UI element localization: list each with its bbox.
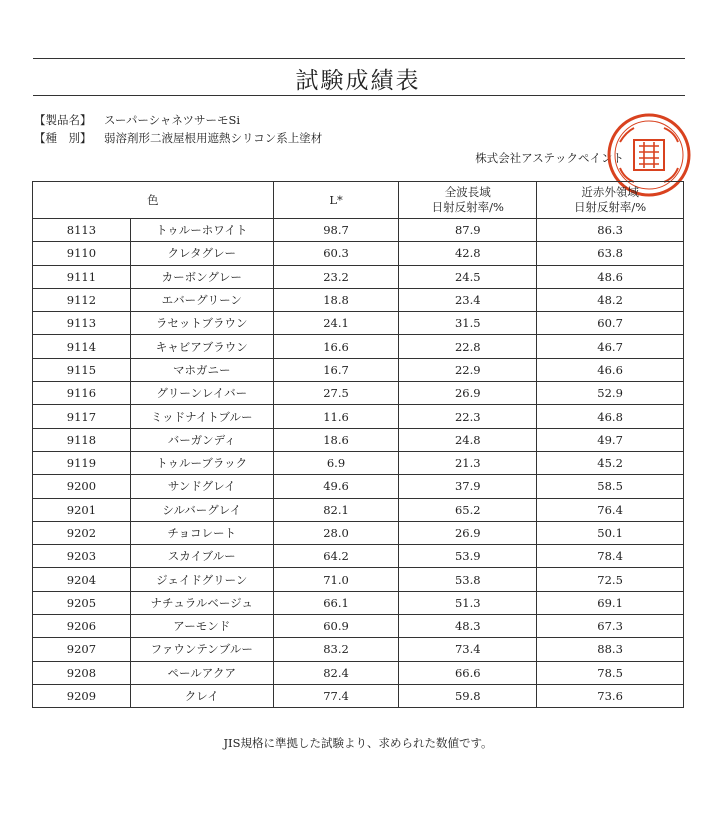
lstar-cell: 27.5	[273, 382, 399, 405]
total-reflectance-cell: 21.3	[399, 451, 537, 474]
color-name-cell: エバーグリーン	[130, 288, 273, 311]
color-name-cell: ナチュラルベージュ	[130, 591, 273, 614]
nir-reflectance-cell: 88.3	[537, 638, 684, 661]
nir-reflectance-cell: 86.3	[537, 219, 684, 242]
color-code-cell: 9208	[33, 661, 131, 684]
total-reflectance-cell: 22.8	[399, 335, 537, 358]
total-reflectance-cell: 31.5	[399, 312, 537, 335]
lstar-cell: 82.4	[273, 661, 399, 684]
nir-reflectance-cell: 67.3	[537, 615, 684, 638]
total-reflectance-cell: 65.2	[399, 498, 537, 521]
color-name-cell: ミッドナイトブルー	[130, 405, 273, 428]
table-row	[33, 498, 684, 521]
nir-reflectance-cell: 73.6	[537, 684, 684, 707]
color-name-cell: トゥルーホワイト	[130, 219, 273, 242]
color-name-cell: キャビアブラウン	[130, 335, 273, 358]
total-reflectance-cell: 23.4	[399, 288, 537, 311]
color-code-cell: 9205	[33, 591, 131, 614]
table-row	[33, 288, 684, 311]
nir-reflectance-cell: 50.1	[537, 521, 684, 544]
product-label: 【製品名】	[34, 113, 92, 127]
table-row	[33, 591, 684, 614]
total-reflectance-cell: 59.8	[399, 684, 537, 707]
lstar-cell: 28.0	[273, 521, 399, 544]
color-code-cell: 9203	[33, 545, 131, 568]
nir-reflectance-cell: 46.6	[537, 358, 684, 381]
lstar-cell: 77.4	[273, 684, 399, 707]
color-name-cell: ジェイドグリーン	[130, 568, 273, 591]
color-name-cell: クレイ	[130, 684, 273, 707]
color-name-cell: カーボングレー	[130, 265, 273, 288]
page-title: 試験成績表	[295, 68, 421, 94]
lstar-cell: 18.6	[273, 428, 399, 451]
lstar-cell: 60.9	[273, 615, 399, 638]
header-nir-line2: 日射反射率/%	[573, 200, 647, 214]
color-code-cell: 9201	[33, 498, 131, 521]
nir-reflectance-cell: 46.7	[537, 335, 684, 358]
header-nir-line1: 近赤外領域	[581, 185, 639, 199]
color-code-cell: 9119	[33, 451, 131, 474]
lstar-cell: 6.9	[273, 451, 399, 474]
table-row	[33, 545, 684, 568]
lstar-cell: 49.6	[273, 475, 399, 498]
color-code-cell: 9207	[33, 638, 131, 661]
table-row	[33, 242, 684, 265]
table-row	[33, 615, 684, 638]
nir-reflectance-cell: 58.5	[537, 475, 684, 498]
results-table	[32, 181, 684, 708]
color-code-cell: 9113	[33, 312, 131, 335]
lstar-cell: 24.1	[273, 312, 399, 335]
color-code-cell: 9112	[33, 288, 131, 311]
total-reflectance-cell: 87.9	[399, 219, 537, 242]
total-reflectance-cell: 53.9	[399, 545, 537, 568]
table-row	[33, 358, 684, 381]
nir-reflectance-cell: 46.8	[537, 405, 684, 428]
color-name-cell: グリーンレイバー	[130, 382, 273, 405]
company-name: 株式会社アステックペイント	[475, 151, 624, 165]
nir-reflectance-cell: 45.2	[537, 451, 684, 474]
color-code-cell: 9202	[33, 521, 131, 544]
color-name-cell: シルバーグレイ	[130, 498, 273, 521]
total-reflectance-cell: 51.3	[399, 591, 537, 614]
color-code-cell: 9114	[33, 335, 131, 358]
color-name-cell: サンドグレイ	[130, 475, 273, 498]
total-reflectance-cell: 42.8	[399, 242, 537, 265]
table-row	[33, 568, 684, 591]
nir-reflectance-cell: 60.7	[537, 312, 684, 335]
color-name-cell: クレタグレー	[130, 242, 273, 265]
total-reflectance-cell: 66.6	[399, 661, 537, 684]
table-row	[33, 428, 684, 451]
product-value: スーパーシャネツサーモSi	[104, 113, 241, 127]
lstar-cell: 18.8	[273, 288, 399, 311]
category-label: 【種 別】	[34, 131, 92, 145]
color-code-cell: 9206	[33, 615, 131, 638]
lstar-cell: 83.2	[273, 638, 399, 661]
color-code-cell: 8113	[33, 219, 131, 242]
product-line	[34, 112, 240, 128]
table-row	[33, 661, 684, 684]
color-name-cell: スカイブルー	[130, 545, 273, 568]
nir-reflectance-cell: 69.1	[537, 591, 684, 614]
table-row	[33, 405, 684, 428]
lstar-cell: 82.1	[273, 498, 399, 521]
lstar-cell: 98.7	[273, 219, 399, 242]
nir-reflectance-cell: 48.6	[537, 265, 684, 288]
lstar-cell: 71.0	[273, 568, 399, 591]
header-total-line1: 全波長域	[444, 185, 491, 199]
lstar-cell: 16.6	[273, 335, 399, 358]
total-reflectance-cell: 73.4	[399, 638, 537, 661]
table-row	[33, 382, 684, 405]
header-total-line2: 日射反射率/%	[431, 200, 504, 214]
table-row	[33, 219, 684, 242]
total-reflectance-cell: 22.3	[399, 405, 537, 428]
table-row	[33, 521, 684, 544]
color-code-cell: 9209	[33, 684, 131, 707]
table-row	[33, 451, 684, 474]
header-nir-reflectance	[537, 182, 684, 219]
nir-reflectance-cell: 52.9	[537, 382, 684, 405]
header-row	[33, 182, 684, 219]
lstar-cell: 23.2	[273, 265, 399, 288]
total-reflectance-cell: 24.8	[399, 428, 537, 451]
table-row	[33, 475, 684, 498]
color-code-cell: 9118	[33, 428, 131, 451]
color-name-cell: マホガニー	[130, 358, 273, 381]
header-color: 色	[33, 182, 274, 219]
color-name-cell: ファウンテンブルー	[130, 638, 273, 661]
nir-reflectance-cell: 72.5	[537, 568, 684, 591]
header-lstar: L*	[273, 182, 399, 219]
color-code-cell: 9204	[33, 568, 131, 591]
color-code-cell: 9117	[33, 405, 131, 428]
nir-reflectance-cell: 76.4	[537, 498, 684, 521]
color-name-cell: バーガンディ	[130, 428, 273, 451]
total-reflectance-cell: 24.5	[399, 265, 537, 288]
table-row	[33, 265, 684, 288]
total-reflectance-cell: 37.9	[399, 475, 537, 498]
table-row	[33, 312, 684, 335]
nir-reflectance-cell: 78.5	[537, 661, 684, 684]
nir-reflectance-cell: 78.4	[537, 545, 684, 568]
total-reflectance-cell: 26.9	[399, 521, 537, 544]
table-row	[33, 335, 684, 358]
title-bottom-rule	[33, 95, 685, 96]
table-row	[33, 638, 684, 661]
color-code-cell: 9110	[33, 242, 131, 265]
header-total-reflectance	[399, 182, 537, 219]
table-row	[33, 684, 684, 707]
total-reflectance-cell: 48.3	[399, 615, 537, 638]
color-code-cell: 9115	[33, 358, 131, 381]
color-code-cell: 9200	[33, 475, 131, 498]
footer-note: JIS規格に準拠した試験より、求められた数値です。	[223, 736, 493, 750]
color-name-cell: チョコレート	[130, 521, 273, 544]
lstar-cell: 60.3	[273, 242, 399, 265]
lstar-cell: 16.7	[273, 358, 399, 381]
color-code-cell: 9111	[33, 265, 131, 288]
total-reflectance-cell: 22.9	[399, 358, 537, 381]
color-name-cell: アーモンド	[130, 615, 273, 638]
color-name-cell: トゥルーブラック	[130, 451, 273, 474]
total-reflectance-cell: 26.9	[399, 382, 537, 405]
nir-reflectance-cell: 49.7	[537, 428, 684, 451]
title-top-rule	[33, 58, 685, 59]
category-line	[34, 130, 322, 146]
category-value: 弱溶剤形二液屋根用遮熱シリコン系上塗材	[104, 131, 323, 145]
color-name-cell: ラセットブラウン	[130, 312, 273, 335]
lstar-cell: 64.2	[273, 545, 399, 568]
nir-reflectance-cell: 48.2	[537, 288, 684, 311]
total-reflectance-cell: 53.8	[399, 568, 537, 591]
lstar-cell: 66.1	[273, 591, 399, 614]
lstar-cell: 11.6	[273, 405, 399, 428]
color-name-cell: ペールアクア	[130, 661, 273, 684]
table-body	[33, 219, 684, 708]
color-code-cell: 9116	[33, 382, 131, 405]
nir-reflectance-cell: 63.8	[537, 242, 684, 265]
